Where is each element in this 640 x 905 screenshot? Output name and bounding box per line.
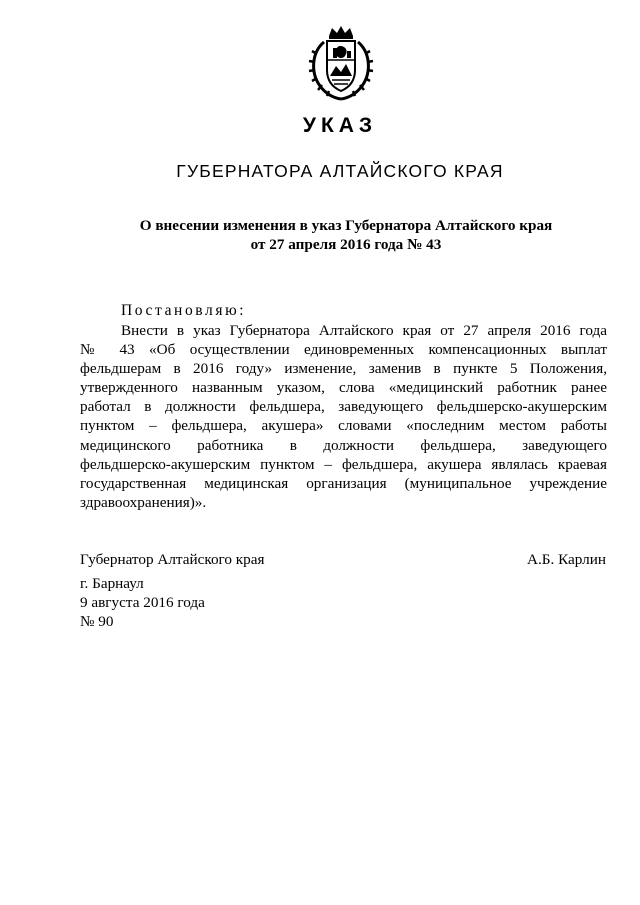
altai-krai-coat-of-arms-icon — [302, 24, 380, 102]
body-line: фельдшерско-акушерским пунктом – фельдшера, акушера являлась краевая — [80, 455, 607, 473]
document-number: № 90 — [80, 613, 114, 630]
decree-heading-line: О внесении изменения в указ Губернатора Алтайского края — [139, 217, 553, 234]
decree-heading-line: от 27 апреля 2016 года № 43 — [250, 236, 442, 253]
body-line: утвержденного названным указом, слова «медицинский работник ранее — [80, 379, 607, 397]
document-footer — [80, 574, 205, 631]
body-line: государственная медицинская организация (муниципальное учреждение — [80, 474, 607, 492]
body-line: Внести в указ Губернатора Алтайского края от 27 апреля 2016 года — [121, 322, 607, 339]
signer-name: А.Б. Карлин — [527, 551, 606, 568]
decree-body — [80, 321, 607, 512]
body-line: здравоохранения)». — [80, 493, 207, 511]
issue-date: 9 августа 2016 года — [80, 594, 205, 611]
decree-heading — [0, 216, 640, 254]
decree-word: Постановляю: — [121, 302, 247, 319]
issue-city: г. Барнаул — [80, 575, 144, 592]
body-line: № 43 «Об осуществлении единовременных компенсационных выплат — [80, 341, 607, 359]
body-line: пунктом – фельдшера, акушера» словами «последним местом работы — [80, 417, 607, 435]
body-line: медицинского работника в должности фельдшера, заведующего — [80, 436, 607, 454]
body-line: фельдшерам в 2016 году» изменение, заменив в пункте 5 Положения, — [80, 360, 607, 378]
document-type-title: УКАЗ — [302, 114, 378, 137]
coat-of-arms-emblem — [302, 24, 380, 102]
signer-title: Губернатор Алтайского края — [80, 551, 265, 568]
issuer-title: ГУБЕРНАТОРА АЛТАЙСКОГО КРАЯ — [176, 161, 504, 181]
body-line: работал в должности фельдшера, заведующего фельдшерско-акушерским — [80, 398, 607, 416]
